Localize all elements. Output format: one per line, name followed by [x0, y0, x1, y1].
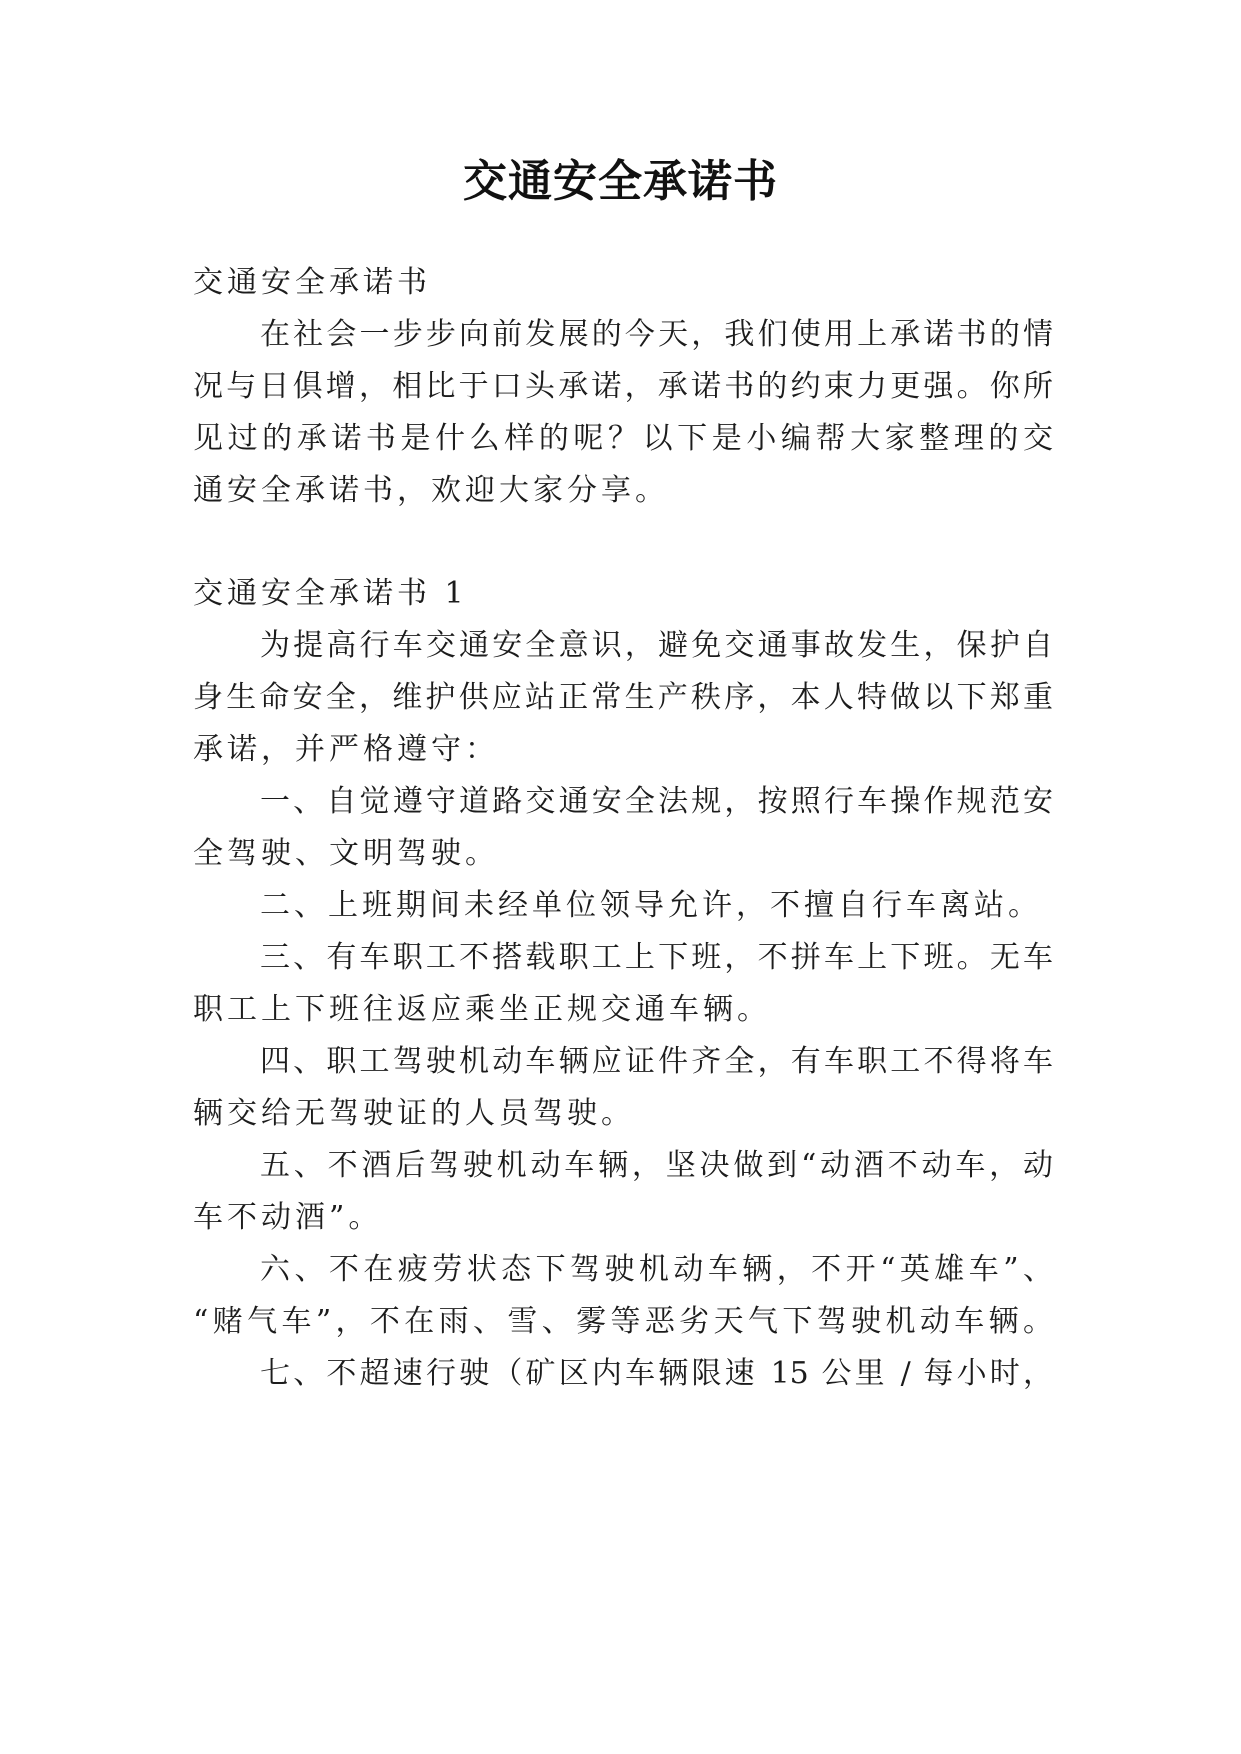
section-line: 六、不在疲劳状态下驾驶机动车辆，不开“英雄车”、 — [260, 1252, 1053, 1287]
section-heading: 交通安全承诺书 1 — [193, 576, 468, 611]
section-line: 身生命安全，维护供应站正常生产秩序，本人特做以下郑重 — [193, 680, 1053, 715]
section-line: 为提高行车交通安全意识，避免交通事故发生，保护自 — [260, 628, 1053, 663]
section-line: 一、自觉遵守道路交通安全法规，按照行车操作规范安 — [260, 784, 1053, 819]
intro-paragraph-line: 通安全承诺书，欢迎大家分享。 — [193, 473, 669, 508]
section-line: 三、有车职工不搭载职工上下班，不拼车上下班。无车 — [260, 940, 1053, 975]
section-line: 七、不超速行驶（矿区内车辆限速 15 公里 / 每小时， — [260, 1356, 1053, 1391]
section-line: 车不动酒”。 — [193, 1200, 383, 1235]
intro-paragraph-line: 见过的承诺书是什么样的呢？以下是小编帮大家整理的交 — [193, 421, 1053, 456]
section-line: 二、上班期间未经单位领导允许，不擅自行车离站。 — [260, 888, 1042, 923]
document-title: 交通安全承诺书 — [463, 156, 778, 207]
intro-paragraph-line: 况与日俱增，相比于口头承诺，承诺书的约束力更强。你所 — [193, 369, 1053, 404]
section-line: 辆交给无驾驶证的人员驾驶。 — [193, 1096, 635, 1131]
section-line: 四、职工驾驶机动车辆应证件齐全，有车职工不得将车 — [260, 1044, 1053, 1079]
section-line: 承诺，并严格遵守： — [193, 732, 499, 767]
section-line: 五、不酒后驾驶机动车辆，坚决做到“动酒不动车，动 — [260, 1148, 1053, 1183]
section-line: 全驾驶、文明驾驶。 — [193, 836, 499, 871]
section-line: 职工上下班往返应乘坐正规交通车辆。 — [193, 992, 771, 1027]
intro-paragraph-line: 在社会一步步向前发展的今天，我们使用上承诺书的情 — [260, 317, 1053, 352]
section-line: “赌气车”，不在雨、雪、雾等恶劣天气下驾驶机动车辆。 — [193, 1304, 1053, 1339]
intro-heading: 交通安全承诺书 — [193, 265, 431, 300]
